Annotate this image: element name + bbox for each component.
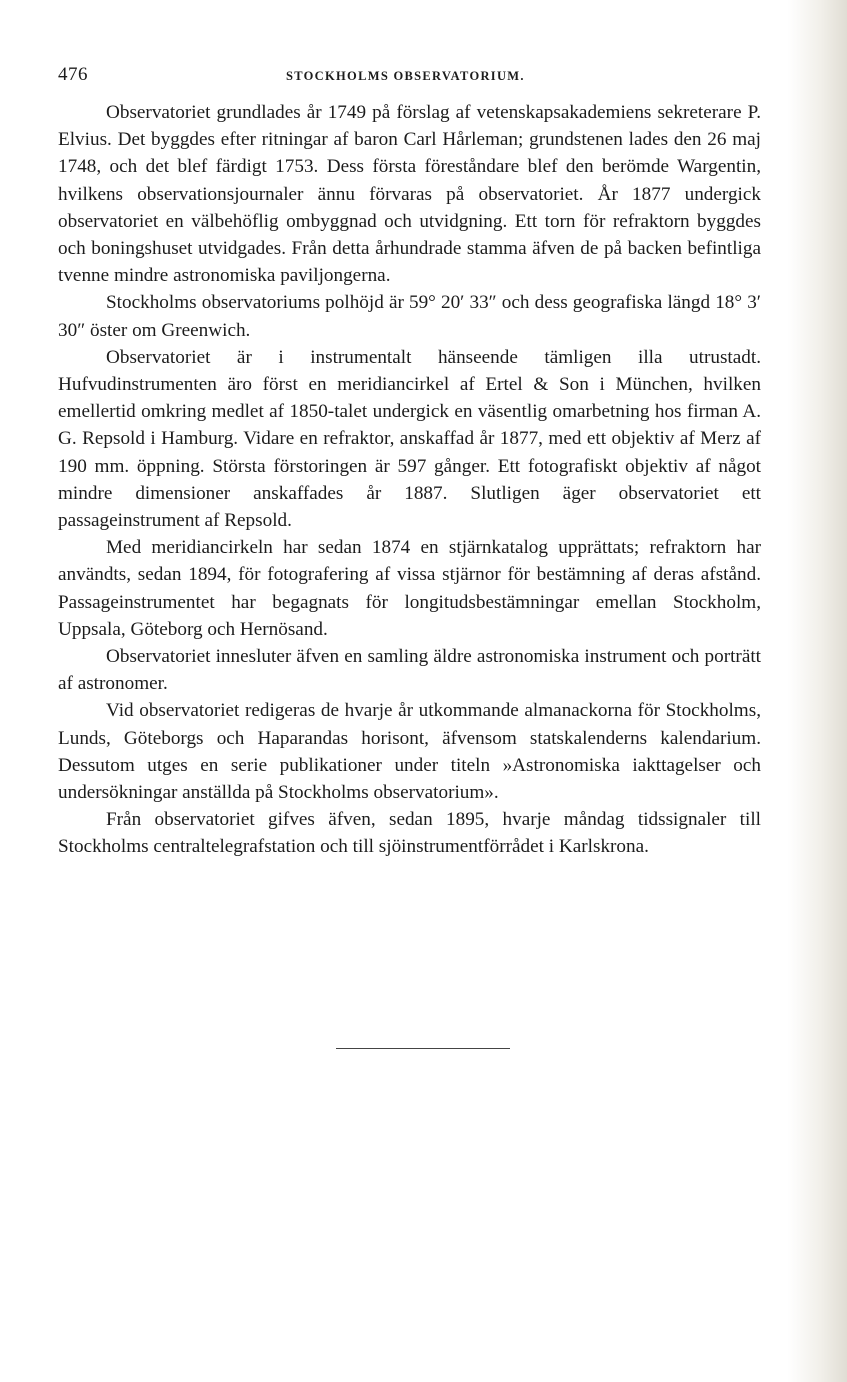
paragraph: Stockholms observatoriums polhöjd är 59° 20′ 33″ och dess geografiska längd 18° 3′ 30″ öster om Greenwich.	[58, 292, 761, 341]
paragraph: Observatoriet grundlades år 1749 på förslag af vetenskapsakademiens sekreterare P. Elvius. Det byggdes efter ritningar af baron Carl Hårleman; grundstenen lades den 26 maj 1748, och det blef färdigt 1753. Dess första föreståndare blef den berömde Wargentin, hvilkens observationsjournaler ännu förvaras på observatoriet. År 1877 undergick observatoriet en välbehöflig ombyggnad och utvidgning. Ett torn för refraktorn byggdes och boningshuset utvidgades. Från detta århundrade stamma äfven de på backen befintliga tvenne mindre astronomiska paviljongerna.	[58, 102, 761, 287]
paragraph: Observatoriet innesluter äfven en samling äldre astronomiska instrument och porträtt af astronomer.	[58, 646, 761, 695]
paragraph: Observatoriet är i instrumentalt hänseende tämligen illa utrustadt. Hufvudinstrumenten äro först en meridiancirkel af Ertel & Son i München, hvilken emellertid omkring medlet af 1850-talet undergick en väsentlig omarbetning hos firman A. G. Repsold i Hamburg. Vidare en refraktor, anskaffad år 1877, med ett objektiv af Merz af 190 mm. öppning. Största förstoringen är 597 gånger. Ett fotografiskt objektiv af något mindre dimensioner anskaffades år 1887. Slutligen äger observatoriet ett passageinstrument af Repsold.	[58, 346, 761, 532]
paragraph: Vid observatoriet redigeras de hvarje år utkommande almanackorna för Stockholms, Lunds, Göteborgs och Haparandas horisont, äfvensom statskalenderns kalendarium. Dessutom utges en serie publikationer under titeln »Astronomiska iakttagelser och undersökningar anställda på Stockholms observatorium».	[58, 700, 761, 804]
body-text	[58, 99, 761, 861]
page-number: 476	[58, 64, 88, 85]
page-header	[58, 64, 761, 88]
running-title: STOCKHOLMS OBSERVATORIUM.	[286, 69, 525, 83]
paragraph: Med meridiancirkeln har sedan 1874 en stjärnkatalog upprättats; refraktorn har användts, sedan 1894, för fotografering af vissa stjärnor för bestämning af deras afstånd. Passageinstrumentet har begagnats för longitudsbestämningar emellan Stockholm, Uppsala, Göteborg och Hernösand.	[58, 537, 761, 640]
section-end-rule	[336, 1048, 510, 1049]
paragraph: Från observatoriet gifves äfven, sedan 1895, hvarje måndag tidssignaler till Stockholms centraltelegrafstation och till sjöinstrumentförrådet i Karlskrona.	[58, 809, 761, 858]
